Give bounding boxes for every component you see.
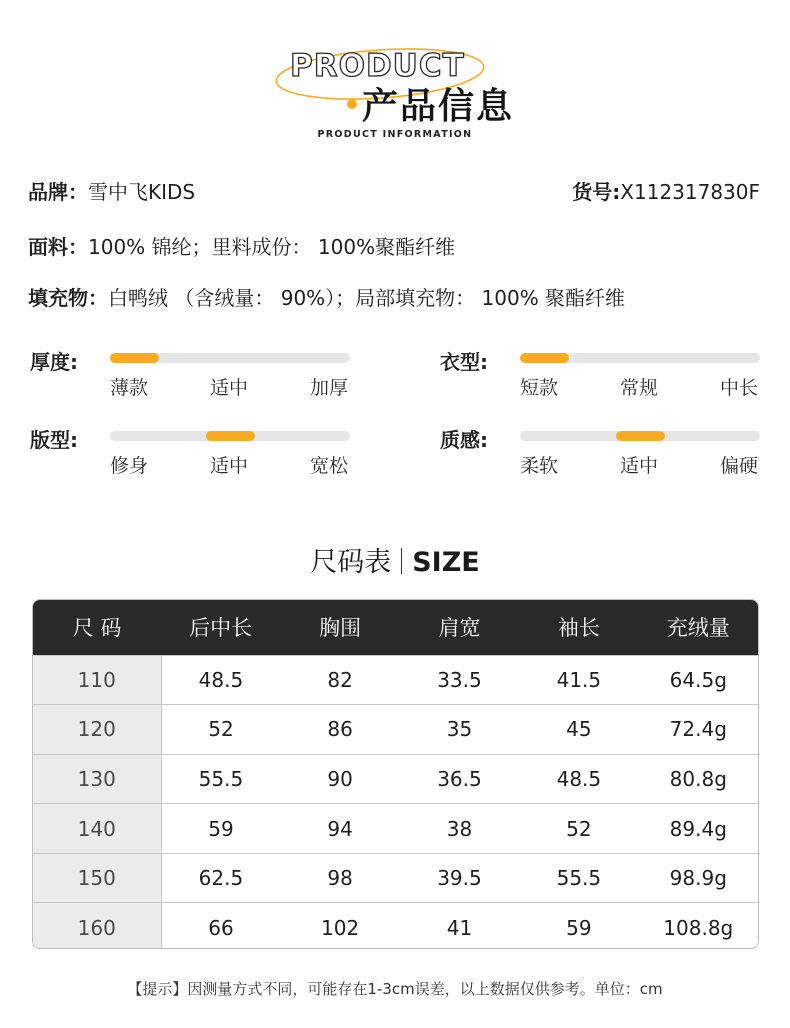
table-cell: 90 — [280, 754, 399, 804]
length-option-short: 短款 — [520, 377, 559, 399]
table-cell: 55.5 — [519, 853, 638, 903]
header-title-en: PRODUCT — [290, 48, 465, 84]
fit-label: 版型: — [30, 428, 78, 452]
table-cell: 35 — [400, 705, 519, 755]
texture-option-soft: 柔软 — [520, 455, 559, 477]
table-cell: 108.8g — [639, 903, 758, 949]
fit-indicator — [206, 431, 255, 441]
fit-scale — [30, 424, 390, 484]
length-label: 衣型: — [440, 350, 488, 374]
table-row — [33, 655, 758, 705]
size-chart-title — [0, 540, 790, 579]
table-row — [33, 705, 758, 755]
title-divider — [401, 548, 402, 574]
table-cell: 41.5 — [519, 655, 638, 705]
fit-option-loose: 宽松 — [310, 455, 349, 477]
table-cell: 59 — [161, 804, 280, 854]
header-back-length: 后中长 — [161, 600, 280, 655]
sku-label: 货号: — [572, 180, 621, 204]
header-sleeve: 袖长 — [519, 600, 638, 655]
header-shoulder: 肩宽 — [400, 600, 519, 655]
length-scale — [440, 346, 790, 406]
size-cell: 140 — [33, 804, 161, 854]
thickness-option-medium: 适中 — [210, 377, 249, 399]
table-cell: 80.8g — [639, 754, 758, 804]
table-cell: 38 — [400, 804, 519, 854]
table-cell: 64.5g — [639, 655, 758, 705]
size-cell: 160 — [33, 903, 161, 949]
header-size: 尺 码 — [33, 600, 161, 655]
thickness-indicator — [110, 353, 159, 363]
size-cell: 150 — [33, 853, 161, 903]
fit-option-regular: 适中 — [210, 455, 249, 477]
sku-value: X112317830F — [620, 180, 760, 204]
fit-track — [110, 431, 350, 441]
table-cell: 36.5 — [400, 754, 519, 804]
table-cell: 62.5 — [161, 853, 280, 903]
filling-label: 填充物： — [28, 286, 108, 310]
size-title-en: SIZE — [412, 547, 480, 578]
texture-track — [520, 431, 760, 441]
table-cell: 86 — [280, 705, 399, 755]
sku-row — [572, 176, 760, 205]
length-option-regular: 常规 — [620, 377, 659, 399]
header-chest: 胸围 — [280, 600, 399, 655]
header-fill-weight: 充绒量 — [639, 600, 758, 655]
table-cell: 82 — [280, 655, 399, 705]
table-cell: 98.9g — [639, 853, 758, 903]
texture-indicator — [616, 431, 665, 441]
fabric-row — [28, 231, 455, 260]
table-cell: 102 — [280, 903, 399, 949]
table-row — [33, 903, 758, 949]
table-cell: 52 — [519, 804, 638, 854]
brand-row — [28, 176, 195, 205]
header-title-cn: 产品信息 — [362, 86, 515, 127]
thickness-option-thick: 加厚 — [310, 377, 349, 399]
size-cell: 120 — [33, 705, 161, 755]
measurement-note: 【提示】因测量方式不同，可能存在1-3cm误差，以上数据仅供参考。单位：cm — [127, 980, 663, 998]
size-cell: 110 — [33, 655, 161, 705]
texture-scale — [440, 424, 790, 484]
length-option-long: 中长 — [720, 377, 759, 399]
size-cell: 130 — [33, 754, 161, 804]
table-cell: 72.4g — [639, 705, 758, 755]
table-cell: 94 — [280, 804, 399, 854]
brand-label: 品牌： — [28, 180, 88, 204]
thickness-label: 厚度: — [30, 350, 78, 374]
table-cell: 52 — [161, 705, 280, 755]
table-cell: 33.5 — [400, 655, 519, 705]
fabric-label: 面料： — [28, 235, 88, 259]
fabric-value: 100% 锦纶；里料成份： 100%聚酯纤维 — [88, 235, 456, 259]
table-cell: 89.4g — [639, 804, 758, 854]
table-cell: 41 — [400, 903, 519, 949]
table-cell: 59 — [519, 903, 638, 949]
table-cell: 39.5 — [400, 853, 519, 903]
texture-label: 质感: — [440, 428, 488, 452]
size-title-cn: 尺码表 — [310, 547, 392, 578]
texture-option-stiff: 偏硬 — [720, 455, 759, 477]
thickness-option-thin: 薄款 — [110, 377, 149, 399]
table-header-row — [33, 600, 758, 655]
product-info-header — [0, 0, 790, 150]
filling-value: 白鸭绒 （含绒量： 90%）；局部填充物： 100% 聚酯纤维 — [108, 286, 626, 310]
thickness-track — [110, 353, 350, 363]
table-cell: 48.5 — [519, 754, 638, 804]
table-cell: 48.5 — [161, 655, 280, 705]
texture-option-medium: 适中 — [620, 455, 659, 477]
table-cell: 55.5 — [161, 754, 280, 804]
brand-value: 雪中飞KIDS — [88, 180, 196, 204]
length-indicator — [520, 353, 569, 363]
thickness-scale — [30, 346, 390, 406]
table-row — [33, 804, 758, 854]
table-cell: 98 — [280, 853, 399, 903]
header-subtitle: PRODUCT INFORMATION — [317, 129, 473, 140]
fit-option-slim: 修身 — [110, 455, 149, 477]
table-cell: 45 — [519, 705, 638, 755]
table-row — [33, 754, 758, 804]
size-table — [32, 599, 759, 949]
table-row — [33, 853, 758, 903]
length-track — [520, 353, 760, 363]
table-cell: 66 — [161, 903, 280, 949]
filling-row — [28, 282, 625, 311]
